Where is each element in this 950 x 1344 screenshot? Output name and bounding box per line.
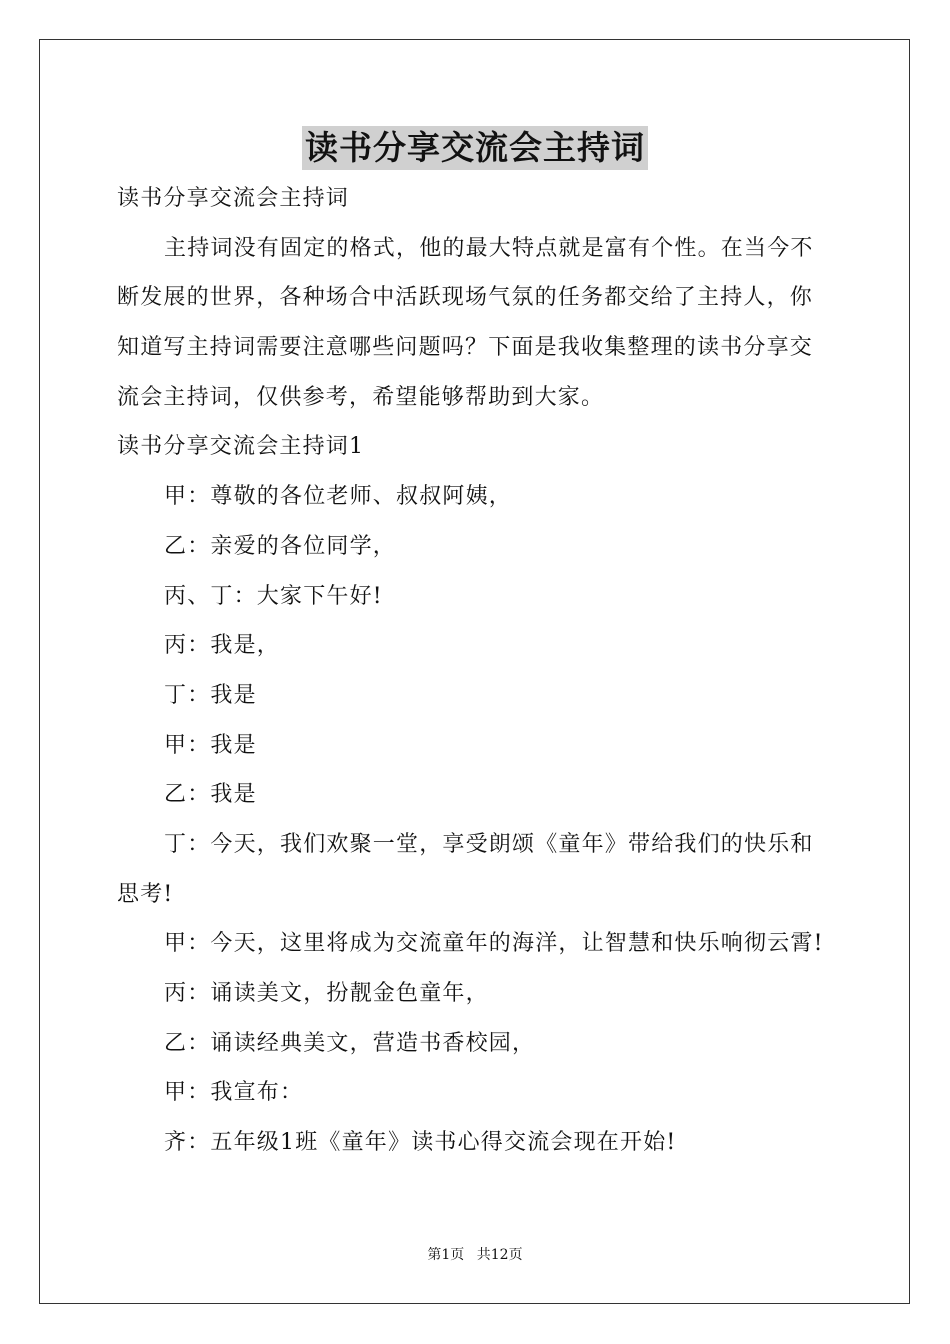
document-title: 读书分享交流会主持词 [302, 126, 648, 170]
title-container [0, 126, 950, 170]
paragraph-line: 甲：尊敬的各位老师、叔叔阿姨， [164, 484, 513, 510]
paragraph-line: 丁：我是 [164, 682, 257, 708]
page-number: 第1页 [427, 1247, 465, 1263]
paragraph-line: 乙：亲爱的各位同学， [164, 533, 397, 559]
paragraph-line: 甲：我宣布： [164, 1080, 304, 1106]
page-footer [0, 1245, 950, 1265]
paragraph-line: 甲：我是 [164, 732, 257, 758]
paragraph-line: 齐：五年级1班《童年》读书心得交流会现在开始! [164, 1130, 677, 1156]
paragraph-line: 乙：我是 [164, 782, 257, 808]
paragraph-line: 丁：今天，我们欢聚一堂，享受朗颂《童年》带给我们的快乐和 [164, 831, 814, 857]
paragraph-line: 丙：我是， [164, 633, 281, 659]
page-total: 共12页 [476, 1247, 523, 1263]
paragraph-line: 丙、丁：大家下午好! [164, 583, 383, 609]
paragraph-line: 思考! [117, 881, 174, 907]
paragraph-line: 甲：今天，这里将成为交流童年的海洋，让智慧和快乐响彻云霄! [164, 931, 824, 957]
paragraph-line: 丙：诵读美文，扮靓金色童年， [164, 981, 489, 1006]
paragraph-line: 断发展的世界，各种场合中活跃现场气氛的任务都交给了主持人，你 [117, 285, 814, 311]
paragraph-line: 乙：诵读经典美文，营造书香校园， [164, 1030, 536, 1056]
paragraph-line: 读书分享交流会主持词1 [117, 434, 365, 460]
document-body [117, 174, 837, 1168]
paragraph-line: 流会主持词，仅供参考，希望能够帮助到大家。 [117, 384, 605, 410]
paragraph-line: 知道写主持词需要注意哪些问题吗？下面是我收集整理的读书分享交 [117, 335, 814, 361]
paragraph-line: 主持词没有固定的格式，他的最大特点就是富有个性。在当今不 [164, 235, 814, 261]
paragraph-line: 读书分享交流会主持词 [117, 186, 350, 211]
